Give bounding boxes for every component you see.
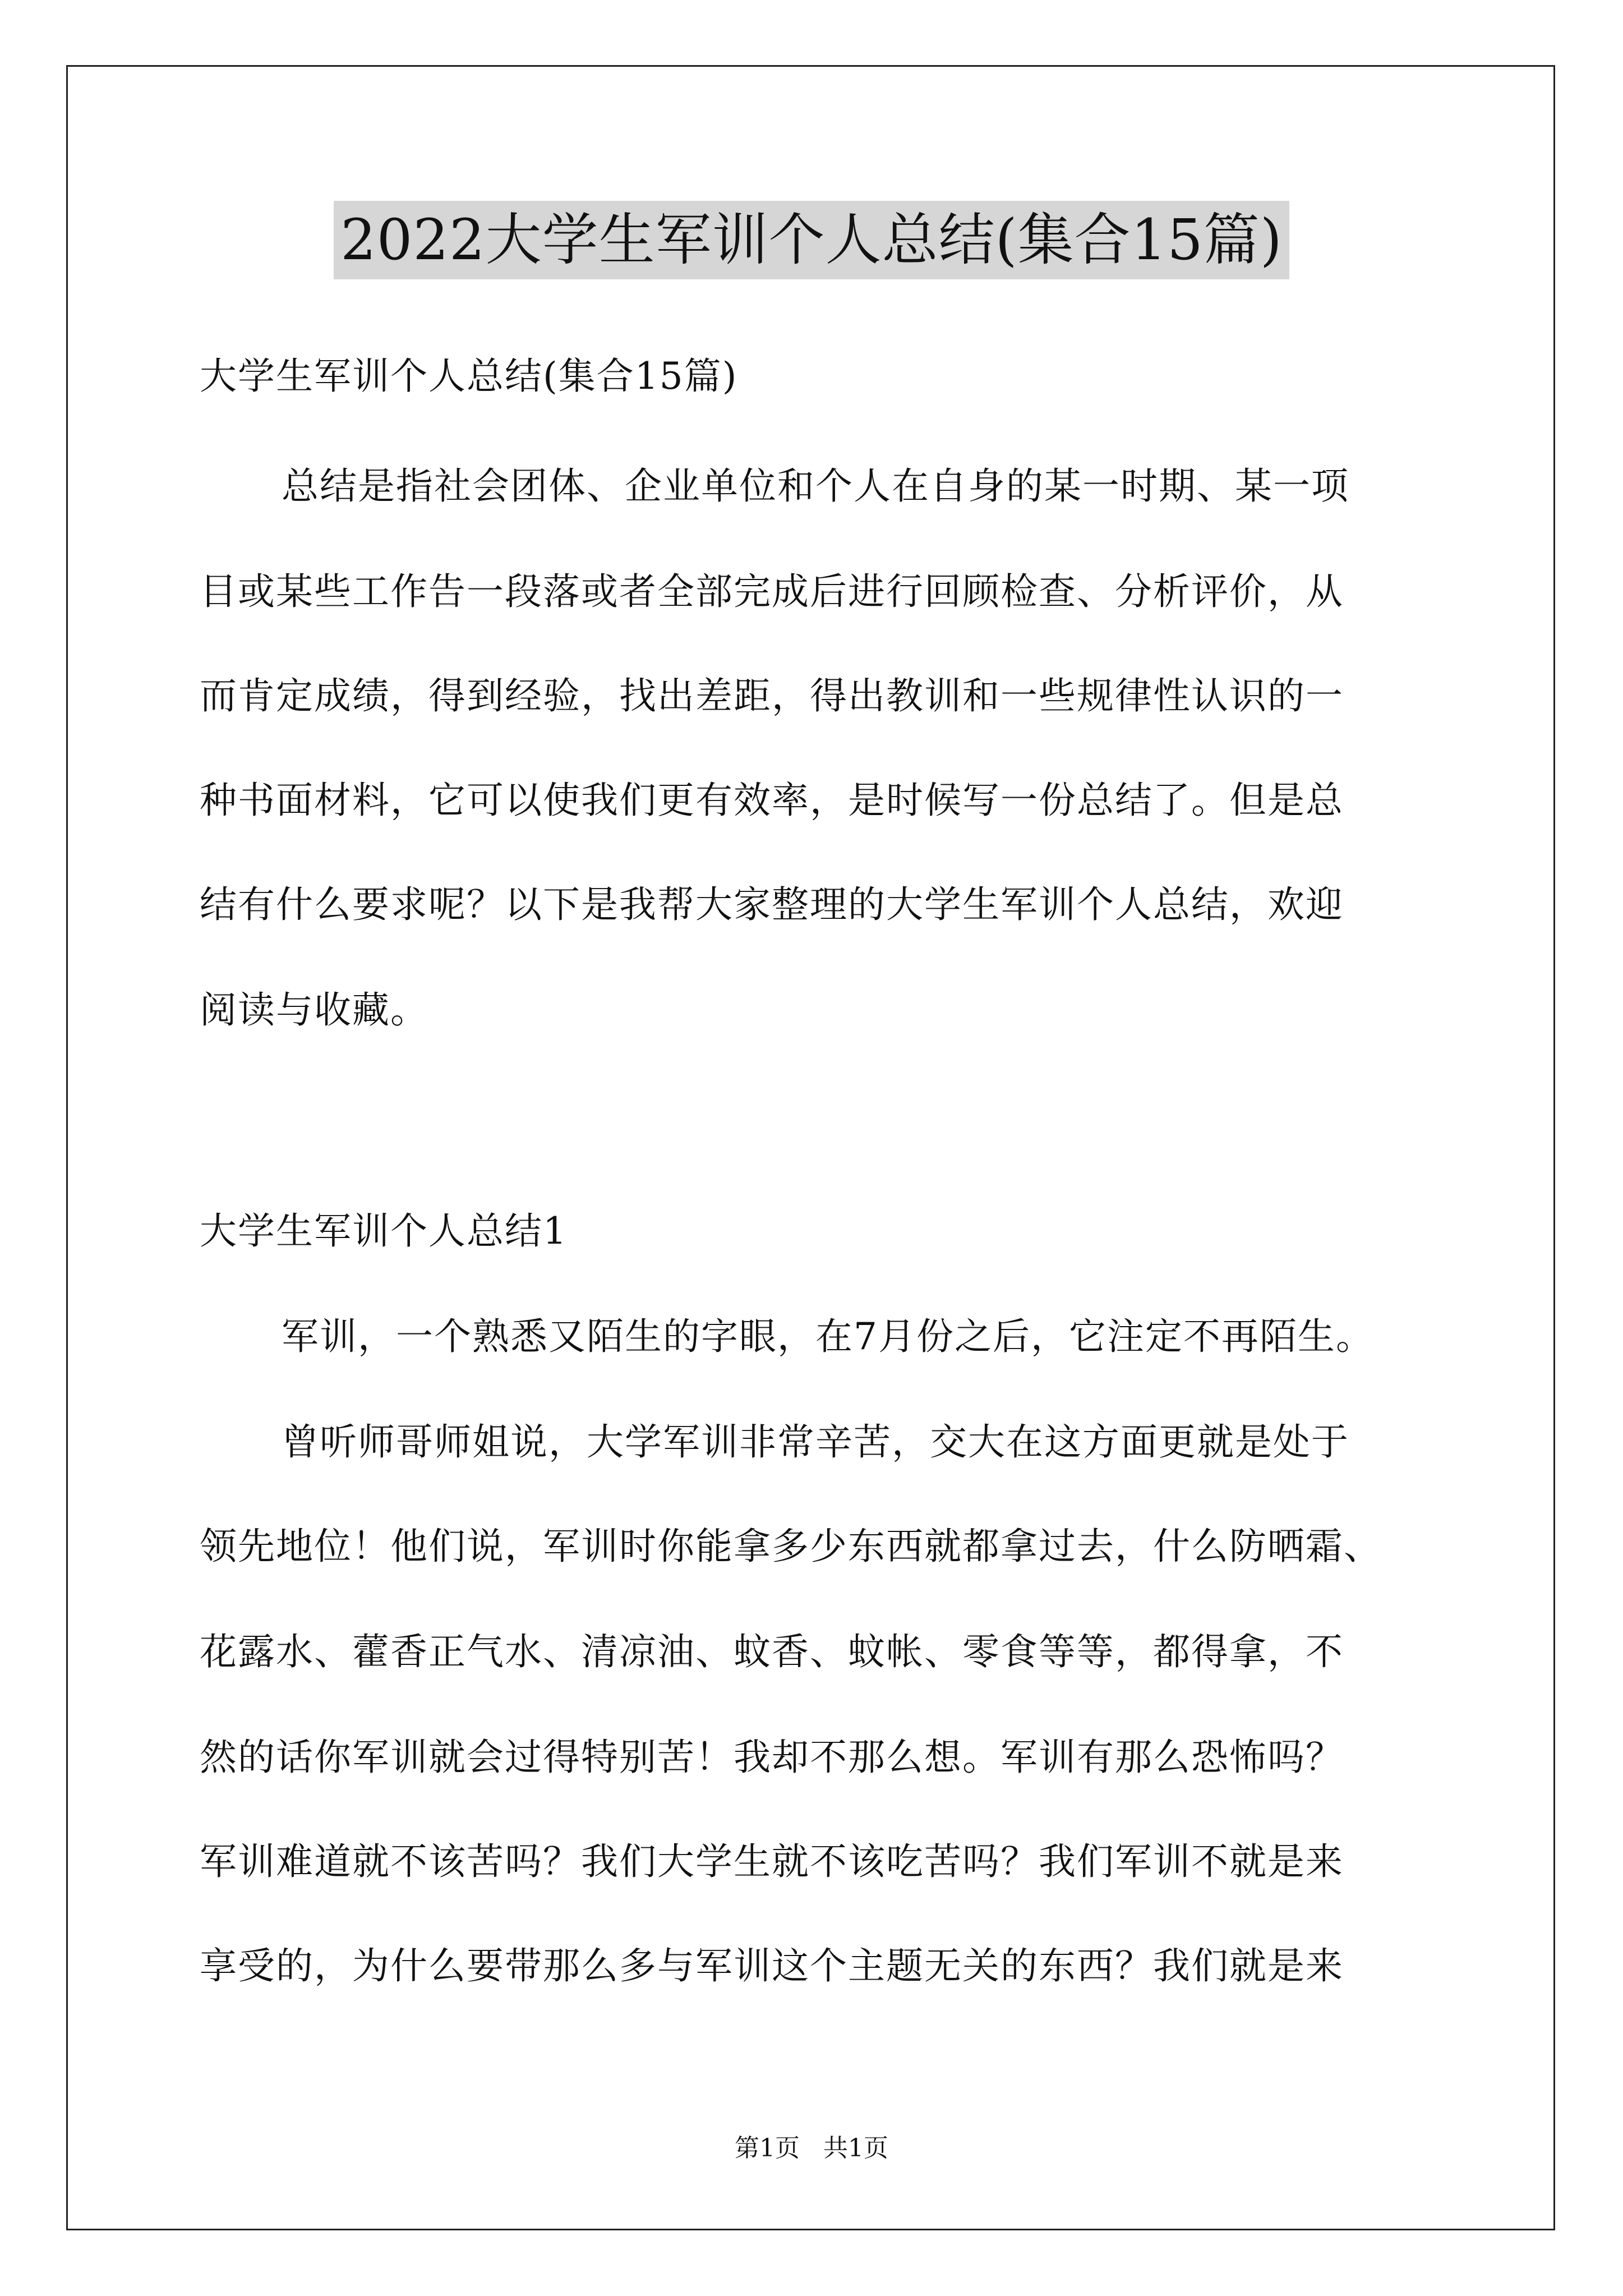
section1-para1: 军训，一个熟悉又陌生的字眼，在7月份之后，它注定不再陌生。 xyxy=(282,1315,1374,1358)
document-title: 2022大学生军训个人总结(集合15篇) xyxy=(334,201,1289,279)
intro-line-2: 目或某些工作告一段落或者全部完成后进行回顾检查、分析评价，从 xyxy=(200,570,1344,613)
intro-line-3: 而肯定成绩，得到经验，找出差距，得出教训和一些规律性认识的一 xyxy=(200,674,1344,717)
section1-para2-line-5: 军训难道就不该苦吗？我们大学生就不该吃苦吗？我们军训不就是来 xyxy=(200,1840,1344,1883)
intro-line-5: 结有什么要求呢？以下是我帮大家整理的大学生军训个人总结，欢迎 xyxy=(200,883,1344,926)
section1-para2-line-3: 花露水、藿香正气水、清凉油、蚊香、蚊帐、零食等等，都得拿，不 xyxy=(200,1630,1344,1673)
section1-heading: 大学生军训个人总结1 xyxy=(200,1209,568,1253)
page-footer: 第1页 共1页 xyxy=(735,2134,888,2162)
section1-para2-line-1: 曾听师哥师姐说，大学军训非常辛苦，交大在这方面更就是处于 xyxy=(282,1420,1349,1464)
intro-line-6: 阅读与收藏。 xyxy=(200,988,428,1032)
document-subtitle: 大学生军训个人总结(集合15篇) xyxy=(200,355,738,398)
section1-para2-line-6: 享受的，为什么要带那么多与军训这个主题无关的东西？我们就是来 xyxy=(200,1944,1344,1987)
section1-para2-line-4: 然的话你军训就会过得特别苦！我却不那么想。军训有那么恐怖吗？ xyxy=(200,1736,1344,1779)
intro-line-1: 总结是指社会团体、企业单位和个人在自身的某一时期、某一项 xyxy=(282,464,1349,508)
section1-para2-line-2: 领先地位！他们说，军训时你能拿多少东西就都拿过去，什么防晒霜、 xyxy=(200,1525,1382,1568)
intro-line-4: 种书面材料，它可以使我们更有效率，是时候写一份总结了。但是总 xyxy=(200,779,1344,822)
title-container xyxy=(0,201,1623,279)
